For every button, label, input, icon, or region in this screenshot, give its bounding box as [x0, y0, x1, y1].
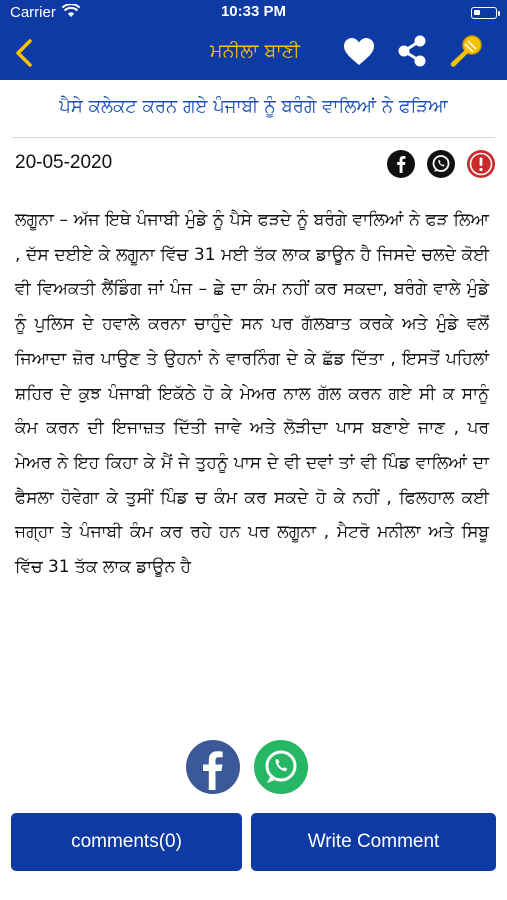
- nav-bar: [0, 26, 507, 80]
- whatsapp-share-icon[interactable]: [254, 740, 308, 794]
- whatsapp-icon[interactable]: [426, 149, 456, 179]
- article-date: 20-05-2020: [15, 152, 113, 173]
- article-body: ਲਗੂਨਾ – ਅੱਜ ਇਥੇ ਪੰਜਾਬੀ ਮੁੰਡੇ ਨੂੰ ਪੈਸੇ ਫੜਦੇ ਨੂੰ ਬਰੰਗੇ ਵਾਲਿਆਂ ਨੇ ਫੜ ਲਿਆ , ਦੱਸ ਦਈਏ ਕੇ ਲਗੂਨਾ ਵਿੱਚ 31 ਮਈ ਤੱਕ ਲਾਕ ਡਾਊਨ ਹੈ ਜਿਸਦੇ ਚਲਦੇ ਕੋਈ ਵੀ ਵਿਅਕਤੀ ਲੈਂਡਿੰਗ ਜਾਂ ਪੰਜ – ਛੇ ਦਾ ਕੰਮ ਨਹੀਂ ਕਰ ਸਕਦਾ, ਬਰੰਗੇ ਵਾਲੇ ਮੁੰਡੇ ਨੂੰ ਪੁਲਿਸ ਦੇ ਹਵਾਲੇ ਕਰਨਾ ਚਾਹੁੰਦੇ ਸਨ ਪਰ ਗੱਲਬਾਤ ਕਰਕੇ ਅਤੇ ਮੁੰਡੇ ਵਲੋਂ ਜਿਆਦਾ ਜ਼ੋਰ ਪਾਉਣ ਤੇ ਉਹਨਾਂ ਨੇ ਵਾਰਨਿੰਗ ਦੇ ਕੇ ਛੱਡ ਦਿੱਤਾ , ਇਸਤੋਂ ਪਹਿਲਾਂ ਸ਼ਹਿਰ ਦੇ ਕੁਝ ਪੰਜਾਬੀ ਇਕੱਠੇ ਹੋ ਕੇ ਮੇਅਰ ਨਾਲ ਗੱਲ ਕਰਨ ਗਏ ਸੀ ਕ ਸਾਨੂੰ ਕੰਮ ਕਰਨ ਦੀ ਇਜਾਜ਼ਤ ਦਿੱਤੀ ਜਾਵੇ ਅਤੇ ਲੋੜੀਦਾ ਪਾਸ ਬਣਾਏ ਜਾਣ , ਪਰ ਮੇਅਰ ਨੇ ਇਹ ਕਿਹਾ ਕੇ ਮੈਂ ਜੇ ਤੁਹਨੂੰ ਪਾਸ ਦੇ ਵੀ ਦਵਾਂ ਤਾਂ ਵੀ ਪਿੰਡ ਵਾਲਿਆਂ ਦਾ ਫੈਸਲਾ ਹੋਵੇਗਾ ਕੇ ਤੁਸੀਂ ਪਿੰਡ ਚ ਕੰਮ ਕਰ ਸਕਦੇ ਹੋ ਕੇ ਨਹੀਂ , ਫਿਲਹਾਲ ਕਈ ਜਗ੍ਹਾ ਤੇ ਪੰਜਾਬੀ ਕੰਮ ਕਰ ਰਹੇ ਹਨ ਪਰ ਲਗੂਨਾ , ਮੈਟਰੋ ਮਨੀਲਾ ਅਤੇ ਸਿਬੂ ਵਿੱਚ 31 ਤੱਕ ਲਾਕ ਡਾਊਨ ਹੈ: [15, 210, 489, 578]
- article-headline: ਪੈਸੇ ਕਲੇਕਟ ਕਰਨ ਗਏ ਪੰਜਾਬੀ ਨੂੰ ਬਰੰਗੇ ਵਾਲਿਆਂ ਨੇ ਫੜਿਆ: [59, 96, 448, 117]
- battery-level: [474, 10, 480, 15]
- back-icon[interactable]: [10, 36, 40, 70]
- report-icon[interactable]: [466, 149, 496, 179]
- status-bar: [0, 0, 507, 26]
- facebook-share-icon[interactable]: [186, 740, 240, 794]
- carrier-label: Carrier: [10, 4, 56, 21]
- battery-icon: [471, 7, 497, 19]
- status-time: 10:33 PM: [220, 3, 287, 20]
- app-title: ਮਨੀਲਾ ਬਾਣੀ: [210, 40, 300, 62]
- heart-icon[interactable]: [342, 36, 376, 68]
- write-comment-button[interactable]: Write Comment: [251, 813, 496, 871]
- facebook-icon[interactable]: [386, 149, 416, 179]
- comments-button[interactable]: comments(0): [11, 813, 242, 871]
- microphone-icon[interactable]: [448, 34, 484, 70]
- share-icon[interactable]: [396, 34, 428, 68]
- headline-divider: [12, 137, 495, 138]
